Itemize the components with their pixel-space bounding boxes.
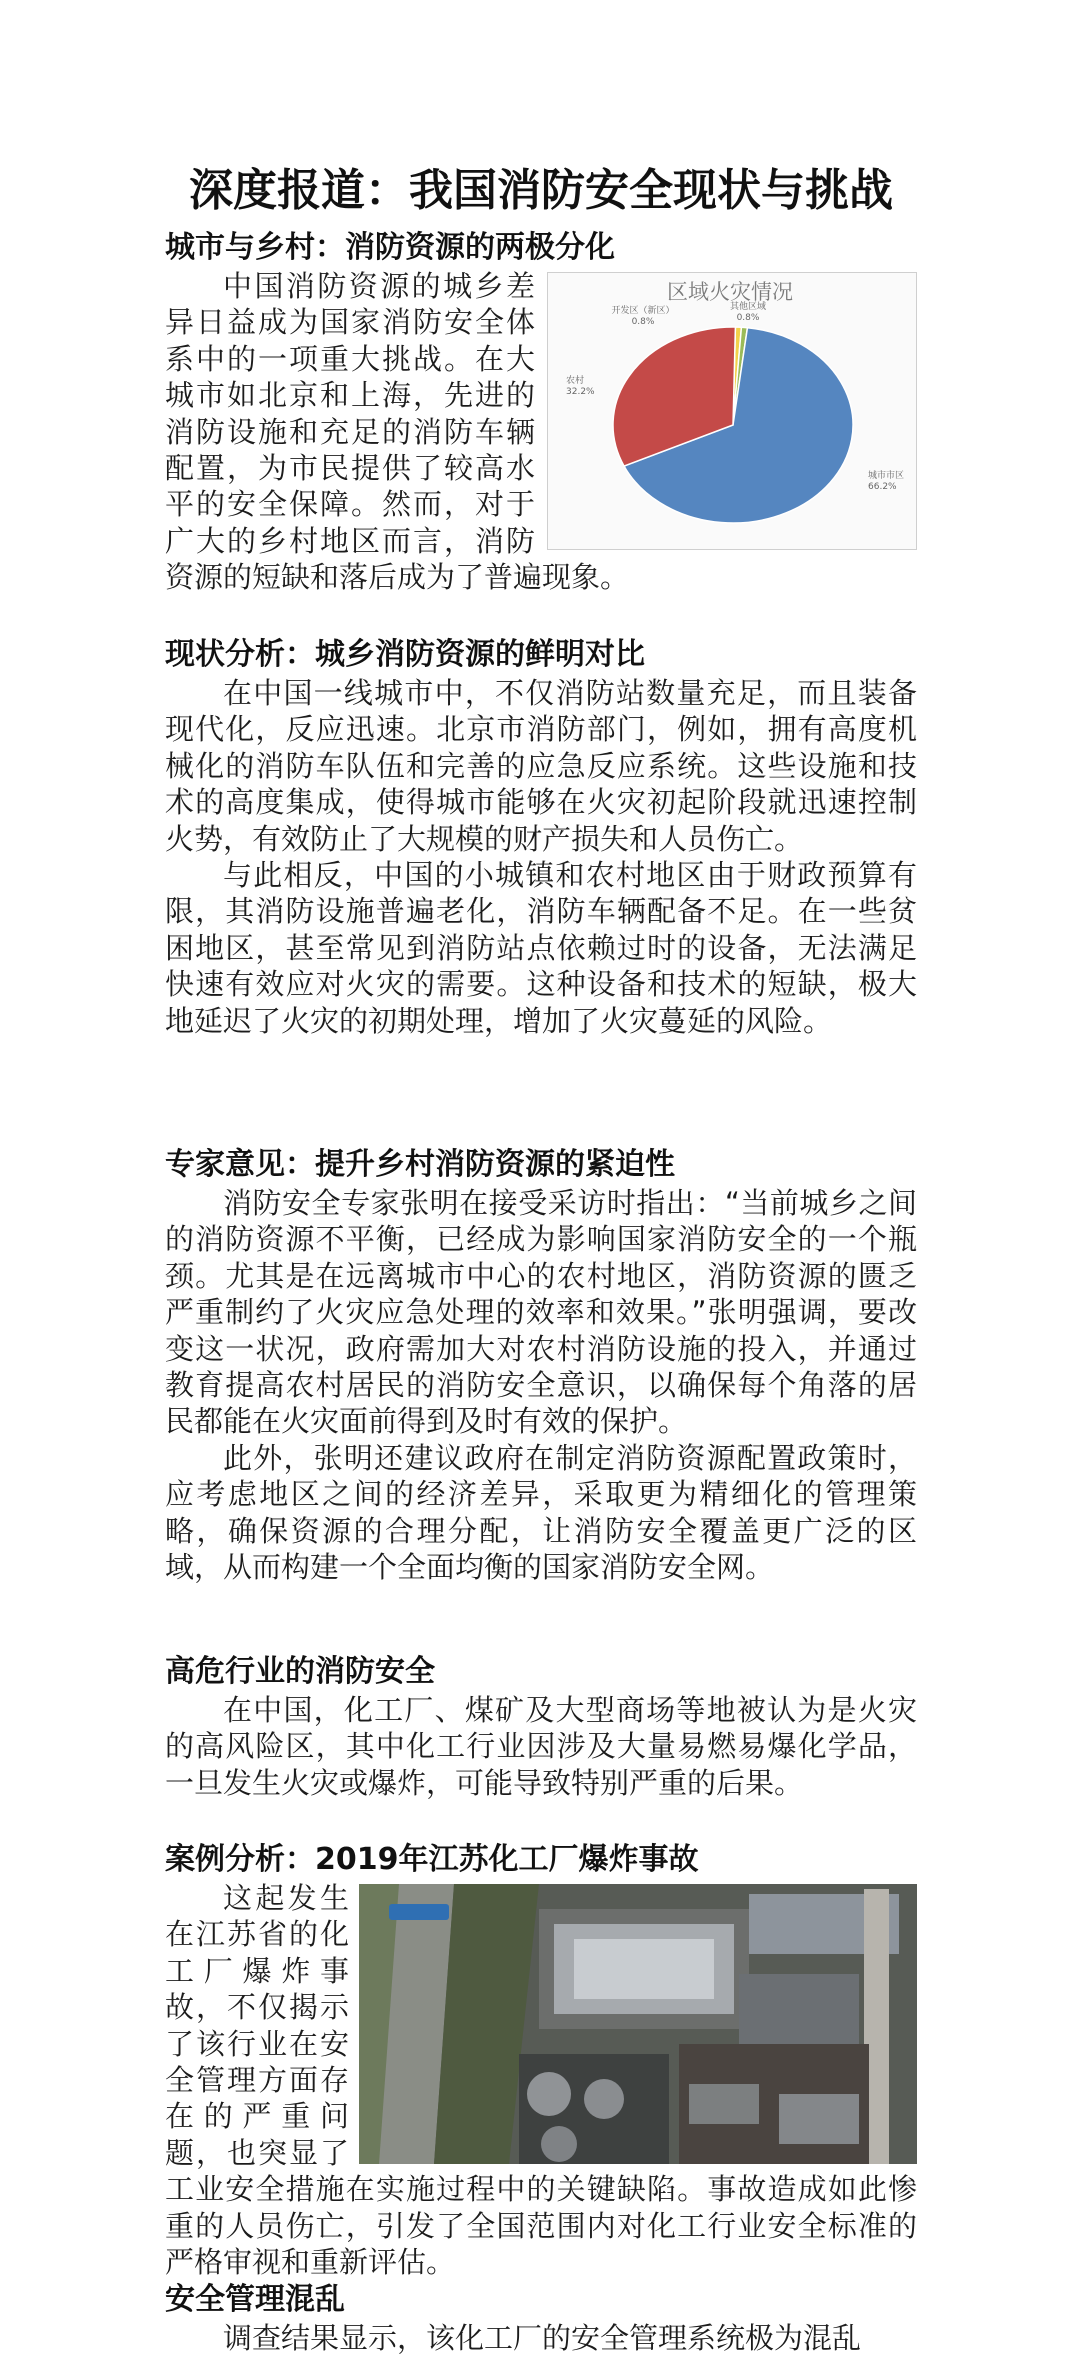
- slice-label: 其他区域: [729, 302, 767, 312]
- paragraph: 在中国一线城市中，不仅消防站数量充足，而且装备现代化，反应迅速。北京市消防部门，例如，拥有高度机械化的消防车队伍和完善的应急反应系统。这些设施和技术的高度集成，使得城市能够在火灾初起阶段就迅速控制火势，有效防止了大规模的财产损失和人员伤亡。: [165, 676, 917, 856]
- paragraph: 在中国，化工厂、煤矿及大型商场等地被认为是火灾的高风险区，其中化工行业因涉及大量易燃易爆化学品，一旦发生火灾或爆炸，可能导致特别严重的后果。: [165, 1693, 917, 1800]
- paragraph: 此外，张明还建议政府在制定消防资源配置政策时，应考虑地区之间的经济差异，采取更为精细化的管理策略，确保资源的合理分配，让消防安全覆盖更广泛的区域，从而构建一个全面均衡的国家消防安全网。: [165, 1440, 917, 1585]
- article-title: 深度报道：我国消防安全现状与挑战: [189, 165, 893, 217]
- section-heading: 安全管理混乱: [165, 2282, 345, 2317]
- slice-label: 城市市区: [868, 471, 905, 481]
- section-case-study: [165, 1840, 917, 2280]
- section-heading: 专家意见：提升乡村消防资源的紧迫性: [165, 1147, 675, 1182]
- paragraph: 调查结果显示，该化工厂的安全管理系统极为混乱: [223, 2321, 862, 2355]
- section-safety-management: [165, 2280, 917, 2356]
- paragraph: 这起发生在江苏省的化工厂爆炸事故，不仅揭示了该行业在安全管理方面存在的严重问题，也突显了工业安全措施在实施过程中的关键缺陷。事故造成如此惨重的人员伤亡，引发了全国范围内对化工行业安全标准的严格审视和重新评估。: [165, 1881, 917, 2280]
- slice-value-label: 66.2%: [868, 482, 897, 492]
- explosion-aerial-photo: [359, 1884, 917, 2164]
- pie-chart: [548, 273, 916, 549]
- slice-value-label: 32.2%: [566, 387, 595, 397]
- section-heading: 现状分析：城乡消防资源的鲜明对比: [165, 637, 645, 672]
- slice-label: 开发区（新区）: [611, 306, 675, 316]
- section-status-analysis: [165, 635, 917, 1039]
- section-heading: 案例分析：2019年江苏化工厂爆炸事故: [165, 1842, 699, 1877]
- slice-value-label: 0.8%: [631, 317, 655, 327]
- pie-chart-figure: [547, 272, 917, 550]
- slice-label: 农村: [566, 376, 585, 386]
- section-heading: 城市与乡村：消防资源的两极分化: [165, 230, 615, 265]
- paragraph: 与此相反，中国的小城镇和农村地区由于财政预算有限，其消防设施普遍老化，消防车辆配备不足。在一些贫困地区，甚至常见到消防站点依赖过时的设备，无法满足快速有效应对火灾的需要。这种设备和技术的短缺，极大地延迟了火灾的初期处理，增加了火灾蔓延的风险。: [165, 858, 917, 1038]
- chart-title: 区域火灾情况: [667, 280, 793, 304]
- section-expert-opinion: [165, 1145, 917, 1585]
- section-urban-rural: [165, 228, 917, 596]
- paragraph: 中国消防资源的城乡差异日益成为国家消防安全体系中的一项重大挑战。在大城市如北京和上海，先进的消防设施和充足的消防车辆配置，为市民提供了较高水平的安全保障。然而，对于广大的乡村地区而言，消防资源的短缺和落后成为了普遍现象。: [165, 269, 630, 595]
- paragraph: 消防安全专家张明在接受采访时指出：“当前城乡之间的消防资源不平衡，已经成为影响国家消防安全的一个瓶颈。尤其是在远离城市中心的农村地区，消防资源的匮乏严重制约了火灾应急处理的效率和效果。”张明强调，要改变这一状况，政府需加大对农村消防设施的投入，并通过教育提高农村居民的消防安全意识，以确保每个角落的居民都能在火灾面前得到及时有效的保护。: [165, 1186, 917, 1439]
- section-heading: 高危行业的消防安全: [165, 1654, 435, 1689]
- section-high-risk: [165, 1652, 917, 1801]
- slice-value-label: 0.8%: [736, 313, 760, 323]
